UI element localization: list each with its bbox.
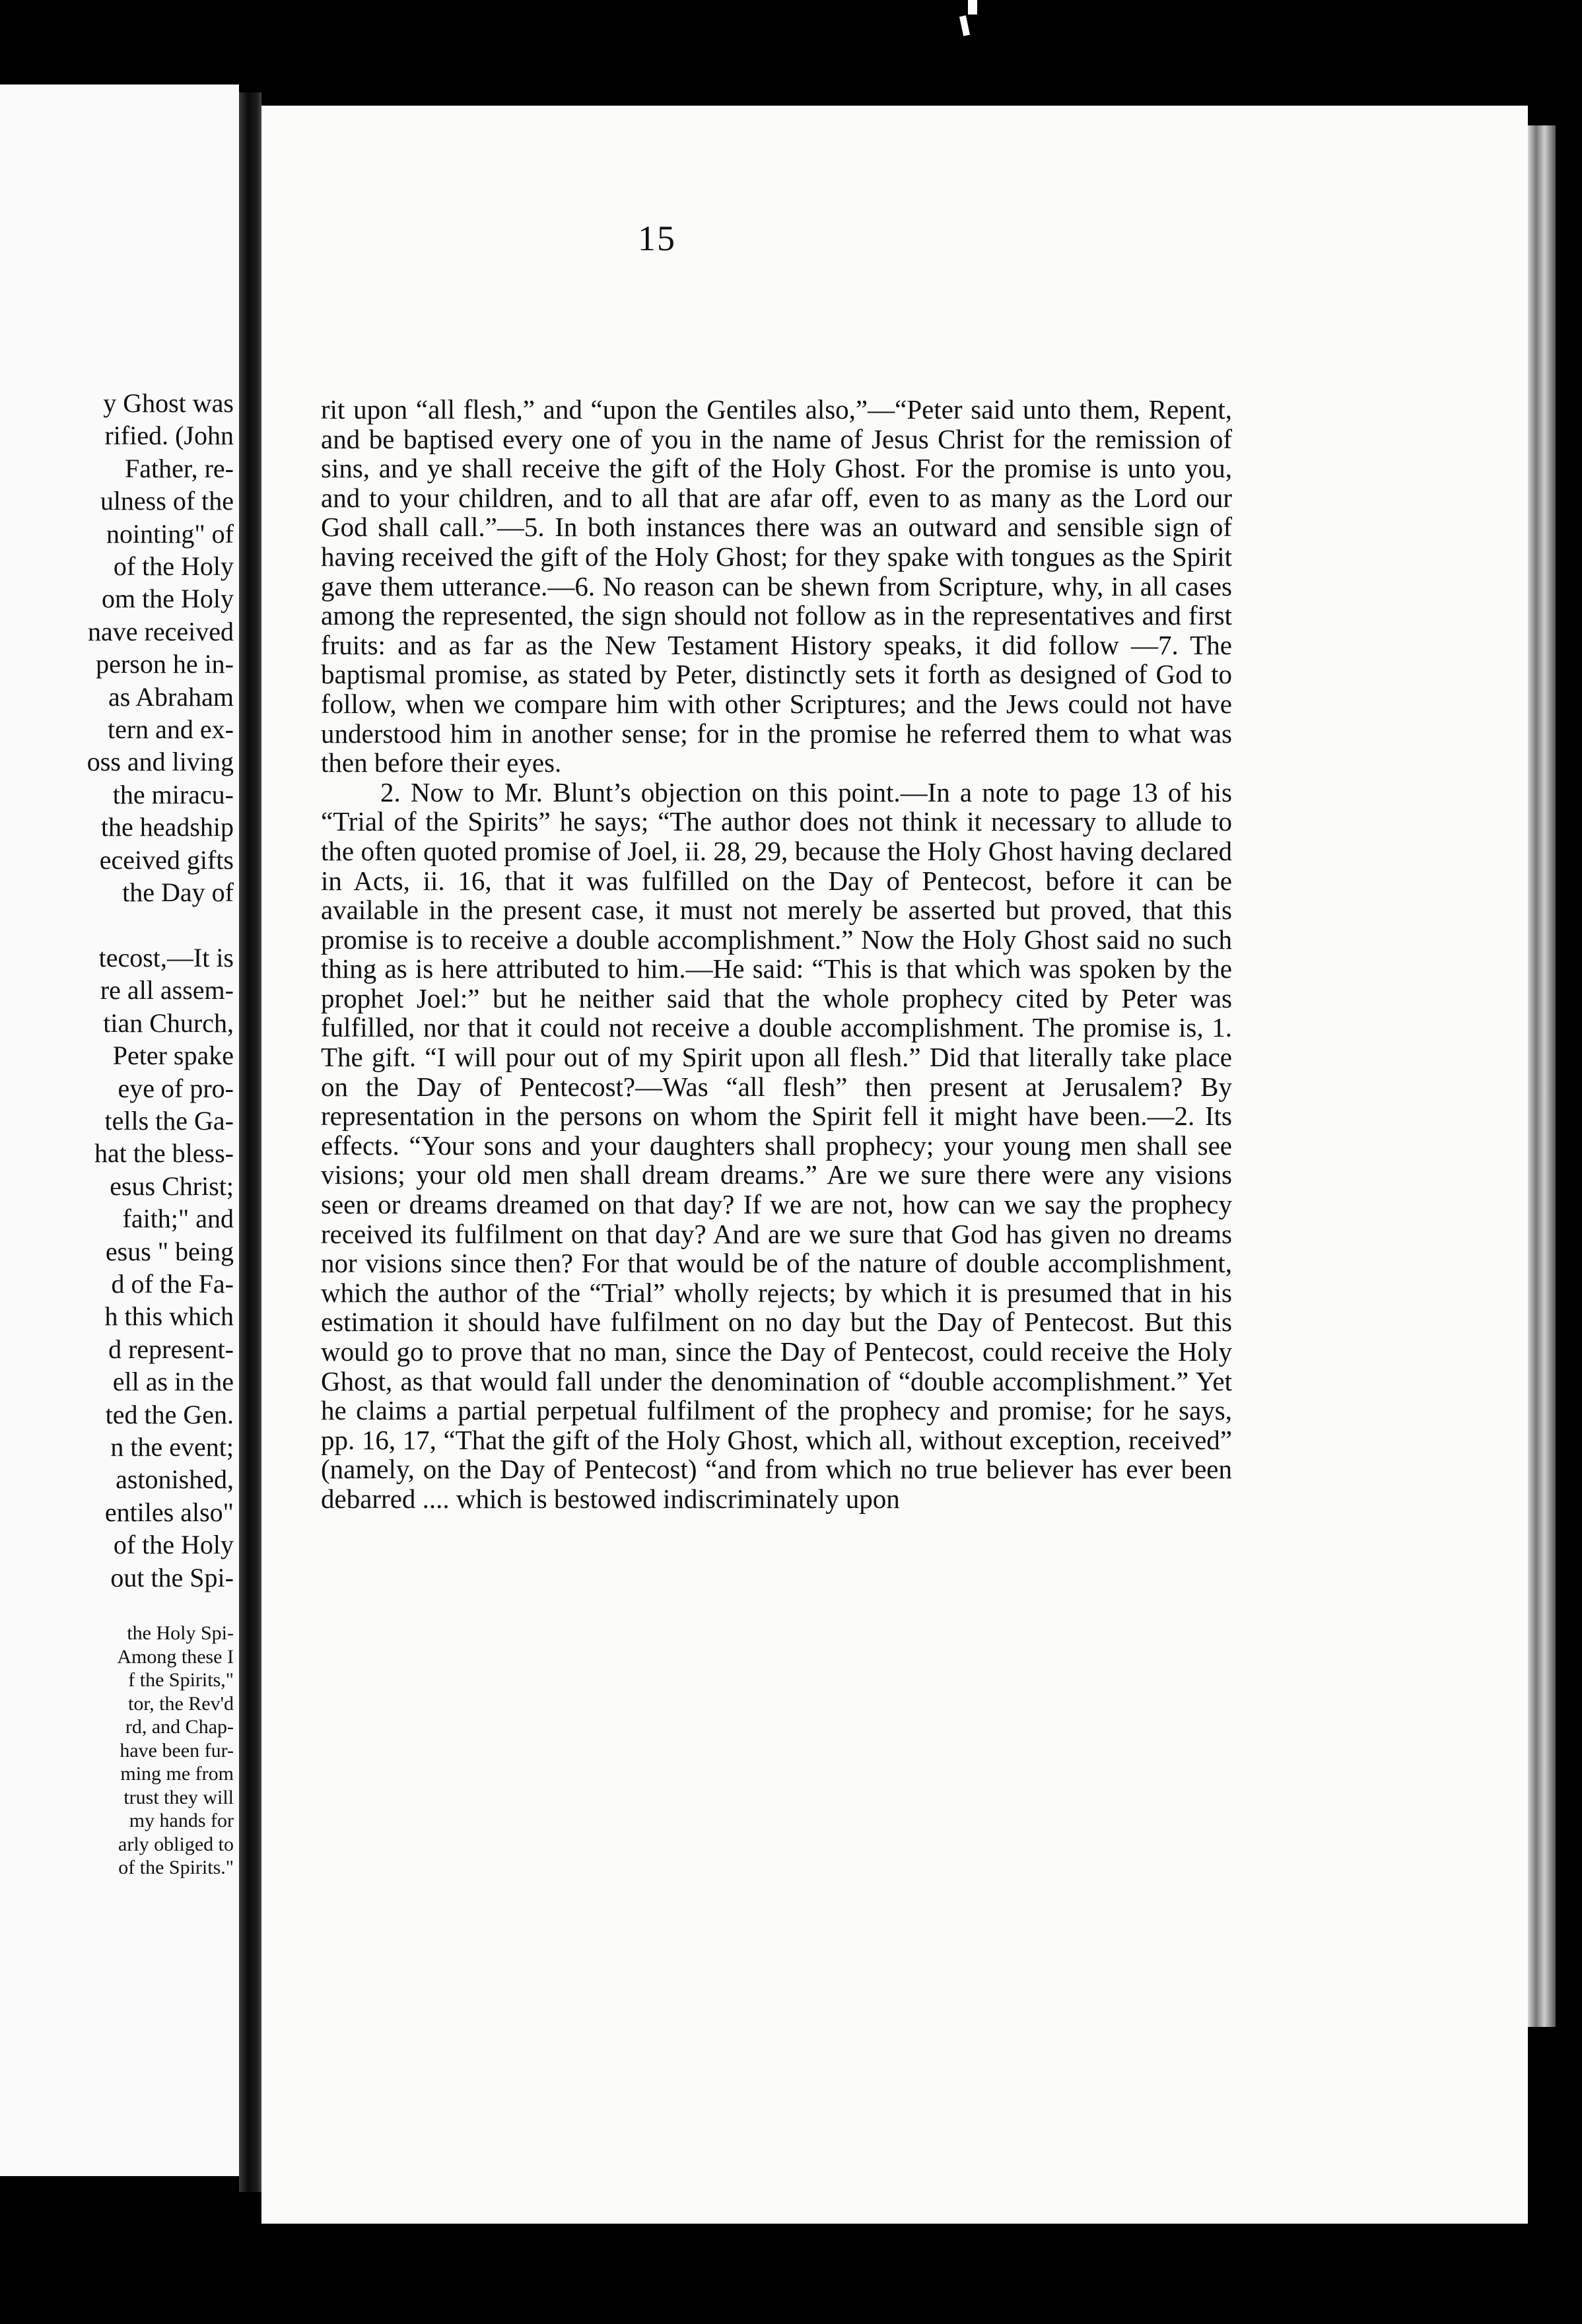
scan-mark (968, 0, 977, 15)
facing-page-line (87, 909, 234, 941)
facing-page-line: rified. (John (104, 421, 234, 451)
facing-page-line: of the Holy (113, 1530, 234, 1560)
facing-page-line: y Ghost was (103, 388, 234, 418)
facing-page-line: h this which (104, 1301, 234, 1332)
facing-page-line: arly obliged to (118, 1833, 234, 1855)
facing-page-line: Among these I (117, 1645, 234, 1668)
facing-page-line: tor, the Rev'd (127, 1692, 234, 1715)
facing-page-line: person he in- (96, 649, 234, 679)
facing-page-line: of the Holy (113, 551, 234, 582)
facing-page-line: eceived gifts (99, 844, 234, 875)
facing-page-line: d represent- (108, 1334, 234, 1364)
facing-page-line: faith;" and (122, 1204, 234, 1234)
facing-page-line: oss and living (86, 747, 234, 777)
facing-page-line: trust they will (123, 1786, 234, 1808)
facing-page-line: tern and ex- (107, 714, 234, 745)
facing-page-line: as Abraham (108, 681, 234, 712)
facing-page-line: entiles also" (104, 1497, 234, 1527)
facing-page-line: out the Spi- (110, 1562, 234, 1592)
facing-page-line: tian Church, (103, 1008, 234, 1038)
page-edge (1528, 125, 1556, 2027)
facing-page-line: om the Holy (102, 584, 234, 614)
page-number: 15 (638, 219, 676, 258)
scan-mark (959, 15, 970, 36)
facing-page-line: esus Christ; (110, 1171, 234, 1201)
paragraph-2: 2. Now to Mr. Blunt’s objection on this point.—In a note to page 13 of his “Trial of the Spirits” he says; “The author does not think it necessary to allude to the often quoted promise of Joel, ii. 28, 29, because the Holy Ghost having declared in Acts, ii. 16, that it was fulfilled on the Day of Pentecost, before it can be available in the present case, it must not merely be asserted but proved, that this promise is to receive a double accomplishment.” Now the Holy Ghost said no such thing as is here attributed to him.—He said: “This is that which was spoken by the prophet Joel:” but he neither said that the whole prophecy cited by Peter was fulfilled, nor that it could not receive a double accomplishment. The promise is, 1. The gift. “I will pour out of my Spirit upon all flesh.” Did that literally take place on the Day of Pentecost?—Was “all flesh” then present at Jerusalem? By representation in the persons on whom the Spirit fell it might have been.—2. Its effects. “Your sons and your daughters shall prophecy; your young men shall see visions; your old men shall dream dreams.” Are we sure there were any visions seen or dreams dreamed on that day? If we are not, how can we say the prophecy received its fulfilment on that day? And are we sure that God has given no dreams nor visions since then? For that would be of the nature of double accomplishment, which the author of the “Trial” wholly rejects; by which it is presumed that in his estimation it should have fulfilment on no day but the Day of Pentecost. But this would go to prove that no man, since the Day of Pentecost, could receive the Holy Ghost, as that would fall under the denomination of “double accomplishment.” Yet he claims a partial perpetual fulfilment of the prophecy and promise; for he says, pp. 16, 17, “That the gift of the Holy Ghost, which all, without exception, received” (namely, on the Day of Pentecost) “and from which no true believer has ever been debarred .... which is bestowed indiscriminately upon (321, 776, 1232, 1514)
facing-page-line: the Day of (122, 877, 234, 908)
facing-page-line: tells the Ga- (104, 1105, 234, 1136)
facing-page-line: f the Spirits," (128, 1669, 234, 1692)
book-gutter (239, 92, 261, 2192)
facing-page-line: the miracu- (112, 779, 234, 809)
facing-page-line: eye of pro- (118, 1073, 234, 1103)
facing-page-text (87, 387, 234, 1880)
facing-page-line: astonished, (116, 1464, 234, 1495)
facing-page-line: re all assem- (100, 975, 234, 1006)
facing-page-line: ming me from (120, 1763, 234, 1785)
facing-page-line: nointing" of (106, 518, 234, 549)
facing-page-line: my hands for (129, 1810, 234, 1832)
facing-page-line: esus " being (105, 1236, 234, 1266)
facing-page-line: the Holy Spi- (127, 1622, 234, 1645)
facing-page-line: n the event; (110, 1432, 234, 1462)
facing-page-line: d of the Fa- (111, 1268, 234, 1299)
facing-page-line: ted the Gen. (105, 1399, 234, 1429)
facing-page-line: have been fur- (120, 1739, 234, 1761)
facing-page-line: hat the bless- (94, 1138, 234, 1169)
facing-page-line: ulness of the (100, 486, 234, 516)
facing-page-line: rd, and Chap- (125, 1716, 234, 1738)
page-body (321, 395, 1232, 1514)
facing-page-line: nave received (88, 616, 234, 646)
facing-page-footnote (87, 1622, 234, 1880)
facing-page-line: tecost,—It is (98, 942, 234, 973)
facing-page-line: Peter spake (112, 1041, 234, 1071)
facing-page-left (0, 85, 239, 2176)
facing-page-line: Father, re- (125, 453, 234, 483)
facing-page-line: ell as in the (112, 1367, 234, 1397)
paragraph-1: rit upon “all flesh,” and “upon the Gentiles also,”—“Peter said unto them, Repent, and be baptised every one of you in the name of Jesus Christ for the remission of sins, and ye shall receive the gift of the Holy Ghost. For the promise is unto you, and to your children, and to all that are afar off, even to as many as the Lord our God shall call.”—5. In both instances there was an outward and sensible sign of having received the gift of the Holy Ghost; for they spake with tongues as the Spirit gave them utterance.—6. No reason can be shewn from Scripture, why, in all cases among the represented, the sign should not follow as in the representatives and first fruits: and as far as the New Testament History speaks, it did follow —7. The baptismal promise, as stated by Peter, distinctly sets it forth as designed of God to follow, when we compare him with other Scriptures; and the Jews could not have understood him in another sense; for in the promise he referred them to what was then before their eyes. (321, 394, 1232, 778)
facing-page-line: the headship (100, 812, 234, 842)
facing-page-line: of the Spirits." (118, 1857, 234, 1879)
